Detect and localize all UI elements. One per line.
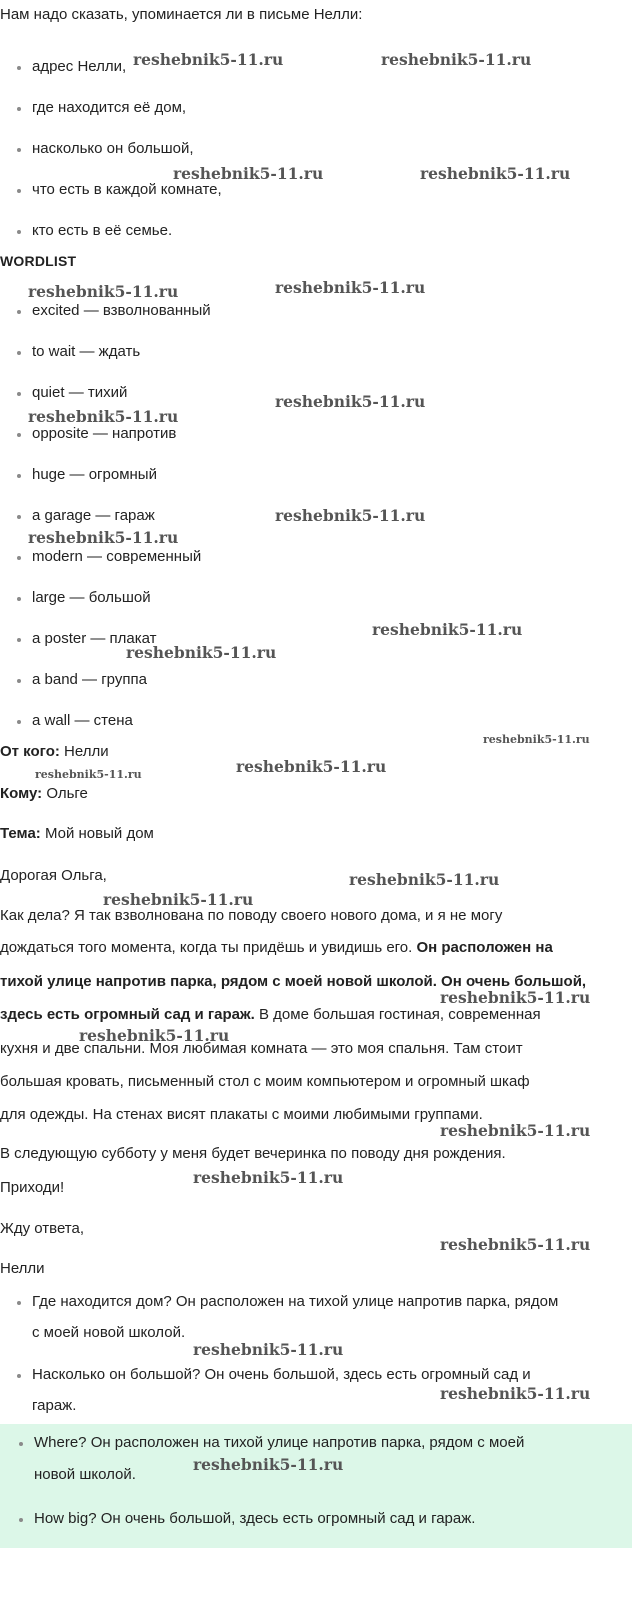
letter-line: Приходи!: [0, 1179, 65, 1196]
bullet-icon: [17, 351, 21, 355]
letter-line: В следующую субботу у меня будет вечеринка по поводу дня рождения.: [0, 1145, 506, 1162]
watermark: reshebnik5-11.ru: [126, 643, 277, 662]
watermark: reshebnik5-11.ru: [28, 528, 179, 547]
watermark: reshebnik5-11.ru: [35, 768, 142, 781]
watermark: reshebnik5-11.ru: [275, 278, 426, 297]
bullet-icon: [17, 515, 21, 519]
intro-text: Нам надо сказать, упоминается ли в письме Нелли:: [0, 6, 363, 23]
bullet-icon: [17, 433, 21, 437]
watermark: reshebnik5-11.ru: [372, 620, 523, 639]
watermark: reshebnik5-11.ru: [103, 890, 254, 909]
bullet-icon: [17, 189, 21, 193]
watermark: reshebnik5-11.ru: [381, 50, 532, 69]
bullet-icon: [19, 1518, 23, 1522]
watermark: reshebnik5-11.ru: [440, 1235, 591, 1254]
watermark: reshebnik5-11.ru: [440, 1121, 591, 1140]
bullet-icon: [17, 720, 21, 724]
bullet-icon: [17, 679, 21, 683]
bullet-icon: [17, 638, 21, 642]
letter-signature: Нелли: [0, 1260, 45, 1277]
bullet-icon: [17, 1301, 21, 1305]
watermark: reshebnik5-11.ru: [173, 164, 324, 183]
bullet-icon: [17, 1374, 21, 1378]
answer-continuation: гараж.: [32, 1397, 77, 1414]
watermark: reshebnik5-11.ru: [275, 506, 426, 525]
watermark: reshebnik5-11.ru: [420, 164, 571, 183]
letter-line: здесь есть огромный сад и гараж. В доме большая гостиная, современная: [0, 1006, 541, 1023]
watermark: reshebnik5-11.ru: [236, 757, 387, 776]
subject-line: Тема: Мой новый дом: [0, 825, 154, 842]
watermark: reshebnik5-11.ru: [440, 988, 591, 1007]
bullet-icon: [17, 66, 21, 70]
letter-line: дождаться того момента, когда ты придёшь и увидишь его. Он расположен на: [0, 939, 553, 956]
watermark: reshebnik5-11.ru: [440, 1384, 591, 1403]
watermark: reshebnik5-11.ru: [275, 392, 426, 411]
bullet-icon: [17, 310, 21, 314]
watermark: reshebnik5-11.ru: [79, 1026, 230, 1045]
watermark: reshebnik5-11.ru: [193, 1455, 344, 1474]
bullet-icon: [17, 556, 21, 560]
wordlist-heading: WORDLIST: [0, 253, 77, 269]
bullet-icon: [17, 597, 21, 601]
letter-line: большая кровать, письменный стол с моим компьютером и огромный шкаф: [0, 1073, 530, 1090]
bullet-icon: [17, 392, 21, 396]
watermark: reshebnik5-11.ru: [133, 50, 284, 69]
watermark: reshebnik5-11.ru: [28, 282, 179, 301]
letter-greeting: Дорогая Ольга,: [0, 867, 107, 884]
letter-closing: Жду ответа,: [0, 1220, 85, 1237]
to-line: Кому: Ольге: [0, 785, 88, 802]
watermark: reshebnik5-11.ru: [349, 870, 500, 889]
bullet-icon: [19, 1442, 23, 1446]
bullet-icon: [17, 148, 21, 152]
watermark: reshebnik5-11.ru: [483, 733, 590, 746]
bullet-icon: [17, 474, 21, 478]
watermark: reshebnik5-11.ru: [193, 1340, 344, 1359]
watermark: reshebnik5-11.ru: [193, 1168, 344, 1187]
bullet-icon: [17, 230, 21, 234]
watermark: reshebnik5-11.ru: [28, 407, 179, 426]
highlight-continuation: новой школой.: [34, 1466, 136, 1483]
letter-line: Как дела? Я так взволнована по поводу своего нового дома, и я не могу: [0, 907, 503, 924]
bullet-icon: [17, 107, 21, 111]
letter-line: тихой улице напротив парка, рядом с моей новой школой. Он очень большой,: [0, 973, 587, 990]
answer-continuation: с моей новой школой.: [32, 1324, 186, 1341]
letter-line: кухня и две спальни. Моя любимая комната — это моя спальня. Там стоит: [0, 1040, 523, 1057]
page: Нам надо сказать, упоминается ли в письме Нелли: адрес Нелли, где находится её дом, насколько он большой, что есть в каждой комнате, кто есть в её семье. WORDLIST excited — взволнованный to wait — ждать quiet — тихий opposite — напротив huge — огромный a garage — гараж modern — современный large — большой a poster — плакат a band — группа a wall — стена От кого: Нелли Кому: Ольге Тема: Мой новый дом Дорогая Ольга, Как дела? Я так взволнована по поводу своего нового дома, и я не могу дождаться того момента, когда ты придёшь и увидишь его. Он расположен на тихой улице напротив парка, рядом с моей новой школой. Он очень большой, здесь есть огромный сад и гараж. В доме большая гостиная, современная кухня и две спальни. Моя любимая комната — это моя спальня. Там стоит большая кровать, письменный стол с моим компьютером и огромный шкаф для одежды. На стенах висят плакаты с моими любимыми группами. В следующую субботу у меня будет вечеринка по поводу дня рождения. Приходи! Жду ответа, Нелли Где находится дом? Он расположен на тихой улице напротив парка, рядом с моей новой школой. Насколько он большой? Он очень большой, здесь есть огромный сад и гараж. Where? Он расположен на тихой улице напротив парка, рядом с моей новой школой. How big? Он очень большой, здесь есть огромный сад и гараж. reshebnik5-11.ru reshebnik5-11.ru reshebnik5-11.ru reshebnik5-11.ru reshebnik5-11.ru reshebnik5-11.ru reshebnik5-11.ru reshebnik5-11.ru reshebnik5-11.ru reshebnik5-11.ru reshebnik5-11.ru reshebnik5-11.ru reshebnik5-11.ru reshebnik5-11.ru reshebnik5-11.ru reshebnik5-11.ru reshebnik5-11.ru reshebnik5-11.ru reshebnik5-11.ru reshebnik5-11.ru reshebnik5-11.ru reshebnik5-11.ru reshebnik5-11.ru reshebnik5-11.ru reshebnik5-11.ru: [0, 0, 632, 1599]
from-line: От кого: Нелли: [0, 743, 109, 760]
letter-line: для одежды. На стенах висят плакаты с моими любимыми группами.: [0, 1106, 483, 1123]
